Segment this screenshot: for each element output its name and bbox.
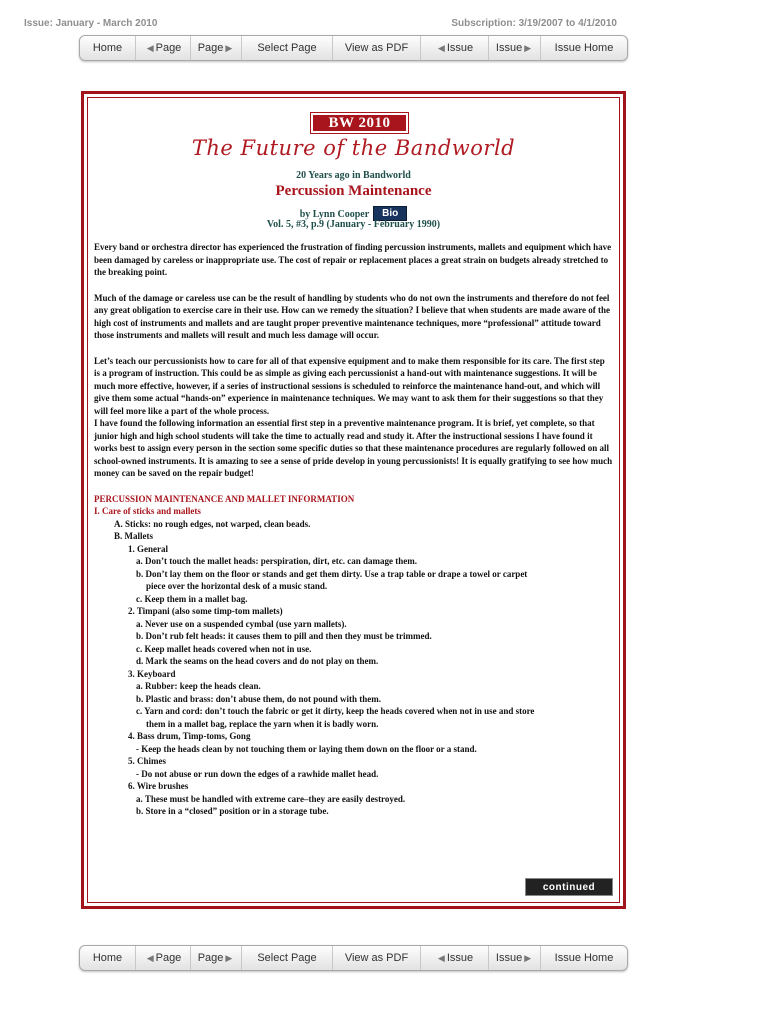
paragraph: Every band or orchestra director has experienced the frustration of finding percussion instruments, mallets and equipment which have been damaged by careless or inappropriate use. The cost of repair or replacement places a great strain on budgets already stretched to the breaking point.	[94, 242, 612, 277]
outline-item: 5. Chimes	[128, 756, 166, 766]
outline-item: a. Don’t touch the mallet heads: perspiration, dirt, etc. can damage them.	[136, 556, 417, 566]
outline-item: b. Don’t rub felt heads: it causes them to pill and then they must be trimmed.	[136, 631, 432, 641]
next-page-button[interactable]	[191, 946, 242, 970]
home-button[interactable]	[80, 36, 136, 60]
previous-issue-button[interactable]	[421, 946, 489, 970]
next-page-label: Page	[197, 952, 224, 964]
right-arrow-icon: ▶	[225, 42, 233, 53]
top-navigation-bar	[79, 35, 628, 61]
outline-item: 4. Bass drum, Timp-toms, Gong	[128, 731, 251, 741]
left-arrow-icon: ◀	[146, 952, 154, 963]
bio-button[interactable]: Bio	[373, 206, 407, 221]
left-arrow-icon: ◀	[437, 952, 445, 963]
continued-button[interactable]: continued	[525, 878, 613, 896]
right-arrow-icon: ▶	[524, 952, 532, 963]
select-page-label: Select Page	[257, 42, 317, 54]
right-arrow-icon: ▶	[524, 42, 532, 53]
outline-item: b. Don’t lay them on the floor or stands and get them dirty. Use a trap table or drape a towel or carpet	[136, 568, 528, 579]
previous-page-button[interactable]	[136, 946, 191, 970]
view-as-pdf-label: View as PDF	[344, 42, 409, 54]
previous-page-button[interactable]	[136, 36, 191, 60]
outline-item: b. Plastic and brass: don’t abuse them, do not pound with them.	[136, 693, 382, 704]
outline-item: 3. Keyboard	[128, 668, 176, 679]
view-as-pdf-label: View as PDF	[344, 952, 409, 964]
outline-item: B. Mallets	[114, 531, 153, 541]
volume-citation: Vol. 5, #3, p.9 (January - February 1990)	[266, 219, 441, 230]
home-label: Home	[92, 42, 123, 54]
outline-item: - Do not abuse or run down the edges of a rawhide mallet head.	[136, 768, 379, 779]
outline-item: c. Keep them in a mallet bag.	[136, 593, 248, 604]
issue-home-label: Issue Home	[554, 952, 614, 964]
outline-item: b. Store in a “closed” position or in a storage tube.	[136, 806, 329, 816]
next-issue-button[interactable]	[489, 36, 541, 60]
home-button[interactable]	[80, 946, 136, 970]
bandworld-script-title: The Future of the Bandworld	[191, 136, 516, 160]
paragraph: Much of the damage or careless use can be the result of handling by students who do not own the instruments and therefore do not feel any great obligation to exercise care in their use. How can we remedy the situation? I believe that when students are made aware of the high cost of instruments and mallets and are taught proper preventive maintenance techniques, more “professional” attitude toward those instruments and mallets will result and much less damage will occur.	[94, 292, 611, 340]
outline-item: 6. Wire brushes	[128, 781, 189, 791]
view-as-pdf-button[interactable]	[333, 946, 421, 970]
next-issue-button[interactable]	[489, 946, 541, 970]
view-as-pdf-button[interactable]	[333, 36, 421, 60]
outline-item: A. Sticks: no rough edges, not warped, clean beads.	[114, 518, 311, 529]
outline-item: them in a mallet bag, replace the yarn when it is badly worn.	[146, 718, 379, 729]
issue-home-button[interactable]	[541, 36, 627, 60]
previous-page-label: Page	[155, 42, 182, 54]
issue-date-label: Issue: January - March 2010	[24, 18, 158, 29]
outline-item: c. Yarn and cord: don’t touch the fabric or get it dirty, keep the heads covered when not in use and store	[136, 706, 535, 716]
bottom-navigation-bar	[79, 945, 628, 971]
maintenance-outline	[94, 518, 613, 818]
next-page-label: Page	[197, 42, 224, 54]
left-arrow-icon: ◀	[437, 42, 445, 53]
section-subheading: I. Care of sticks and mallets	[94, 506, 201, 516]
left-arrow-icon: ◀	[146, 42, 154, 53]
outline-item: - Keep the heads clean by not touching them or laying them down on the floor or a stand.	[136, 743, 477, 754]
next-page-button[interactable]	[191, 36, 242, 60]
subscription-label: Subscription: 3/19/2007 to 4/1/2010	[451, 18, 617, 29]
next-issue-label: Issue	[495, 952, 523, 964]
home-label: Home	[92, 952, 123, 964]
select-page-label: Select Page	[257, 952, 317, 964]
previous-issue-button[interactable]	[421, 36, 489, 60]
outline-item: piece over the horizontal desk of a music stand.	[146, 581, 328, 591]
select-page-button[interactable]	[242, 946, 333, 970]
paragraph: I have found the following information an essential first step in a preventive maintenance program. It is brief, yet complete, so that junior high and high school students will take the time to actually read and study it. After the instructional sessions I have found it works best to assign every person in the section some specific duties so that these maintenance procedures are regularly followed on all school-owned instruments. It is amazing to see a sense of pride develop in young percussionists! It is equally gratifying to see how much money can be saved on the repair budget!	[94, 418, 613, 478]
bw-2010-badge: BW 2010	[311, 113, 408, 133]
next-issue-label: Issue	[495, 42, 523, 54]
right-arrow-icon: ▶	[225, 952, 233, 963]
select-page-button[interactable]	[242, 36, 333, 60]
article-body	[94, 241, 613, 818]
section-heading: PERCUSSION MAINTENANCE AND MALLET INFORMATION	[94, 493, 355, 504]
outline-item: a. Never use on a suspended cymbal (use yarn mallets).	[136, 618, 347, 629]
article-title: Percussion Maintenance	[275, 183, 432, 199]
previous-issue-label: Issue	[446, 952, 474, 964]
years-ago-subtitle: 20 Years ago in Bandworld	[296, 170, 411, 181]
issue-home-label: Issue Home	[554, 42, 614, 54]
outline-item: 2. Timpani (also some timp-tom mallets)	[128, 606, 283, 616]
previous-issue-label: Issue	[446, 42, 474, 54]
article-frame	[81, 91, 626, 909]
outline-item: c. Keep mallet heads covered when not in use.	[136, 643, 312, 654]
outline-item: 1. General	[128, 543, 168, 554]
outline-item: a. These must be handled with extreme care–they are easily destroyed.	[136, 793, 406, 804]
outline-item: d. Mark the seams on the head covers and do not play on them.	[136, 656, 379, 666]
issue-home-button[interactable]	[541, 946, 627, 970]
author-name: by Lynn Cooper	[299, 209, 370, 220]
outline-item: a. Rubber: keep the heads clean.	[136, 681, 261, 691]
article-inner-border	[87, 97, 620, 903]
paragraph: Let’s teach our percussionists how to care for all of that expensive equipment and to make them responsible for its care. The first step is a program of instruction. This could be as simple as giving each percussionist a hand-out with maintenance suggestions. It will be much more effective, however, if a series of instructional sessions is scheduled to reinforce the maintenance hand-out, and which will give them some actual “hands-on” experience in maintenance techniques. We may want to ask them for their suggestions so that they will feel more like a part of the whole process.	[94, 355, 605, 416]
previous-page-label: Page	[155, 952, 182, 964]
